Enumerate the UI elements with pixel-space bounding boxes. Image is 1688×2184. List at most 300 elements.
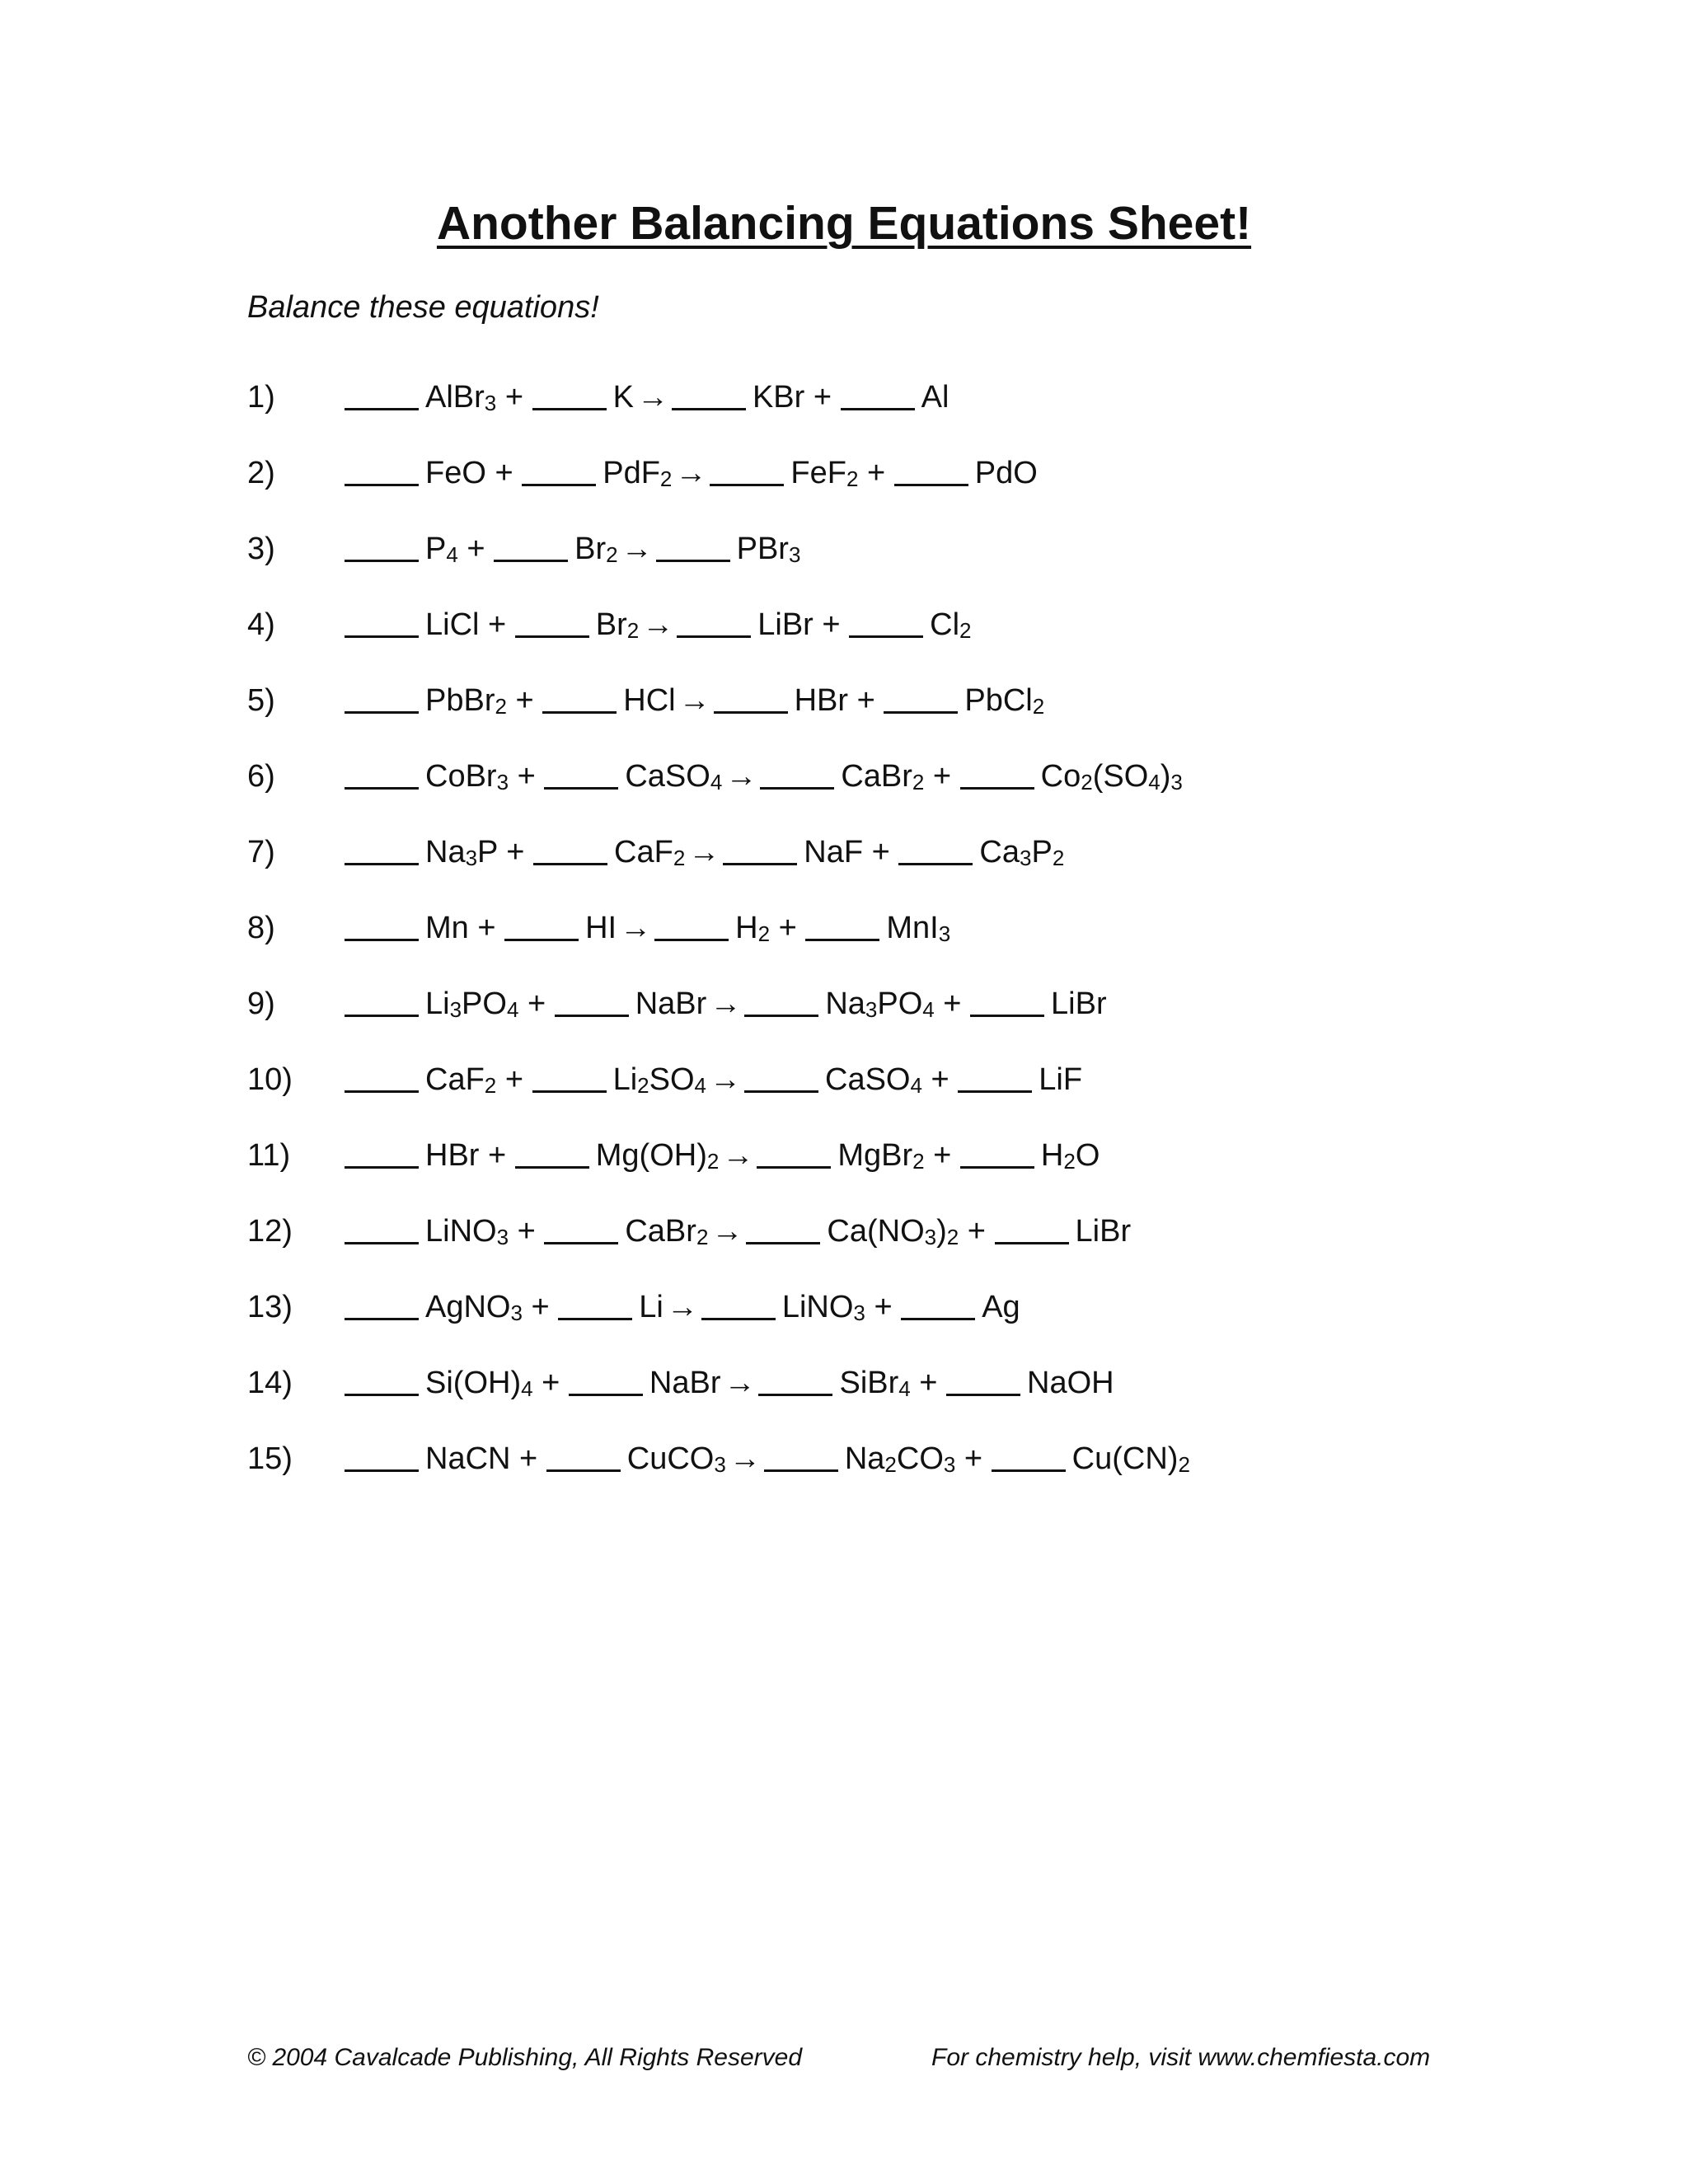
coefficient-blank[interactable]: [898, 862, 973, 865]
coefficient-blank[interactable]: [522, 483, 596, 486]
formula-text: PbBr: [425, 682, 495, 718]
page-title: Another Balancing Equations Sheet!: [436, 197, 1252, 250]
equation: [345, 1062, 1082, 1098]
formula-text: Co: [1040, 758, 1081, 794]
plus-sign: +: [959, 1213, 995, 1249]
chemical-formula: [425, 607, 479, 642]
coefficient-blank[interactable]: [746, 1241, 820, 1244]
formula-text: MgBr: [837, 1137, 913, 1173]
coefficient-blank[interactable]: [532, 407, 607, 410]
formula-text: CaBr: [841, 758, 912, 794]
subscript: 2: [706, 1148, 720, 1174]
formula-text: FeF: [790, 455, 846, 490]
subscript: 3: [465, 845, 478, 870]
coefficient-blank[interactable]: [345, 938, 419, 941]
coefficient-blank[interactable]: [960, 1165, 1034, 1169]
formula-text: ): [936, 1213, 947, 1249]
plus-sign: +: [457, 531, 495, 566]
coefficient-blank[interactable]: [764, 1469, 838, 1472]
subscript: 4: [521, 1376, 533, 1401]
coefficient-blank[interactable]: [995, 1241, 1069, 1244]
subscript: 3: [510, 1300, 523, 1325]
coefficient-blank[interactable]: [345, 1241, 419, 1244]
chemical-formula: [425, 1214, 509, 1249]
chemical-formula: [1072, 1441, 1190, 1476]
equation-row: [247, 435, 1484, 511]
equation: [345, 1290, 1020, 1325]
arrow-icon: →: [675, 455, 707, 490]
coefficient-blank[interactable]: [546, 1469, 621, 1472]
chemical-formula: [425, 987, 518, 1021]
subscript: 3: [449, 996, 462, 1022]
plus-sign: +: [479, 1137, 515, 1173]
formula-text: CaF: [614, 834, 673, 869]
formula-text: CuCO: [626, 1441, 715, 1476]
equation: [345, 532, 800, 567]
formula-text: HCl: [623, 682, 676, 718]
equation-row: [247, 511, 1484, 587]
formula-text: LiBr: [1075, 1213, 1132, 1249]
coefficient-blank[interactable]: [841, 407, 915, 410]
plus-sign: +: [863, 834, 899, 869]
equation: [345, 607, 972, 643]
chemical-formula: [585, 911, 617, 945]
subscript: 2: [912, 769, 925, 794]
coefficient-blank[interactable]: [701, 1317, 776, 1320]
coefficient-blank[interactable]: [970, 1014, 1044, 1017]
formula-text: LiNO: [425, 1213, 497, 1249]
plus-sign: +: [910, 1365, 947, 1400]
chemical-formula: [574, 532, 617, 566]
formula-text: K: [612, 379, 634, 415]
coefficient-blank[interactable]: [345, 862, 419, 865]
chemical-formula: [841, 759, 924, 794]
coefficient-blank[interactable]: [542, 710, 617, 714]
coefficient-blank[interactable]: [744, 1014, 818, 1017]
equation-row: [247, 587, 1484, 663]
subscript: 4: [910, 1072, 922, 1098]
equation-number: 5): [247, 682, 275, 718]
formula-text: H: [1040, 1137, 1064, 1173]
chemical-formula: [613, 1062, 706, 1097]
formula-text: PBr: [736, 531, 789, 566]
coefficient-blank[interactable]: [656, 559, 730, 562]
subscript: 3: [1019, 845, 1032, 870]
subscript: 4: [446, 541, 458, 567]
formula-text: PdF: [603, 455, 660, 490]
subscript: 2: [637, 1072, 649, 1098]
coefficient-blank[interactable]: [758, 1393, 832, 1396]
formula-text: Br: [595, 607, 627, 642]
coefficient-blank[interactable]: [849, 635, 923, 638]
plus-sign: +: [848, 682, 884, 718]
coefficient-blank[interactable]: [958, 1090, 1032, 1093]
formula-text: Cu(CN): [1071, 1441, 1179, 1476]
chemical-formula: [921, 380, 950, 415]
coefficient-blank[interactable]: [672, 407, 746, 410]
formula-text: Na: [825, 986, 865, 1021]
formula-text: Li: [425, 986, 450, 1021]
subscript: 2: [1081, 769, 1093, 794]
formula-text: Al: [921, 379, 950, 415]
formula-text: LiBr: [757, 607, 814, 642]
formula-text: HBr: [794, 682, 849, 718]
chemical-formula: [979, 835, 1064, 869]
copyright-notice: © 2004 Cavalcade Publishing, All Rights Reserved: [247, 2044, 803, 2071]
formula-text: P: [1031, 834, 1053, 869]
plus-sign: +: [468, 910, 505, 945]
chemical-formula: [790, 456, 858, 490]
coefficient-blank[interactable]: [555, 1014, 629, 1017]
chemical-formula: [425, 1138, 479, 1173]
formula-text: LiF: [1039, 1062, 1083, 1097]
arrow-icon: →: [722, 1137, 754, 1173]
plus-sign: +: [865, 1289, 902, 1324]
chemical-formula: [795, 683, 848, 718]
subscript: 3: [865, 996, 878, 1022]
coefficient-blank[interactable]: [884, 710, 958, 714]
chemical-formula: [603, 456, 672, 490]
equation-row: [247, 359, 1484, 435]
equation: [345, 1138, 1100, 1174]
formula-text: SO: [649, 1062, 695, 1097]
plus-sign: +: [485, 455, 523, 490]
coefficient-blank[interactable]: [677, 635, 751, 638]
chemical-formula: [827, 1214, 959, 1249]
chemical-formula: [425, 532, 458, 566]
plus-sign: +: [506, 682, 543, 718]
coefficient-blank[interactable]: [345, 786, 419, 790]
formula-text: Ca: [979, 834, 1020, 869]
help-link-text: For chemistry help, visit www.chemfiesta.com: [931, 2044, 1431, 2071]
coefficient-blank[interactable]: [992, 1469, 1066, 1472]
formula-text: PO: [462, 986, 507, 1021]
formula-text: CaSO: [625, 758, 710, 794]
chemical-formula: [1051, 987, 1107, 1021]
chemical-formula: [425, 1290, 523, 1324]
plus-sign: +: [858, 455, 894, 490]
arrow-icon: →: [725, 758, 757, 794]
subscript: 4: [922, 996, 935, 1022]
chemical-formula: [425, 683, 507, 718]
subscript: 2: [606, 541, 618, 567]
chemical-formula: [425, 1366, 533, 1400]
plus-sign: +: [804, 379, 841, 415]
arrow-icon: →: [729, 1441, 761, 1476]
formula-text: NaF: [804, 834, 864, 869]
chemical-formula: [1027, 1366, 1114, 1400]
formula-text: (SO: [1092, 758, 1149, 794]
equation-row: [247, 1118, 1484, 1193]
formula-text: Mg(OH): [595, 1137, 707, 1173]
coefficient-blank[interactable]: [345, 407, 419, 410]
subscript: 2: [1052, 845, 1065, 870]
coefficient-blank[interactable]: [345, 635, 419, 638]
formula-text: Na: [844, 1441, 885, 1476]
equation: [345, 911, 950, 946]
formula-text: PO: [877, 986, 923, 1021]
subscript: 4: [710, 769, 723, 794]
formula-text: LiCl: [425, 607, 480, 642]
coefficient-blank[interactable]: [544, 786, 618, 790]
chemical-formula: [1039, 1062, 1082, 1097]
coefficient-blank[interactable]: [569, 1393, 643, 1396]
coefficient-blank[interactable]: [345, 710, 419, 714]
subscript: 2: [946, 1224, 959, 1249]
plus-sign: +: [497, 834, 534, 869]
chemical-formula: [596, 1138, 720, 1173]
formula-text: FeO: [425, 455, 486, 490]
formula-text: HI: [585, 910, 617, 945]
chemical-formula: [613, 380, 634, 415]
subscript: 3: [924, 1224, 937, 1249]
chemical-formula: [735, 911, 770, 945]
equation-row: [247, 1042, 1484, 1118]
chemical-formula: [425, 456, 486, 490]
formula-text: CaSO: [825, 1062, 911, 1097]
chemical-formula: [623, 683, 675, 718]
formula-text: ): [1160, 758, 1171, 794]
coefficient-blank[interactable]: [532, 1090, 607, 1093]
equation-row: [247, 663, 1484, 738]
subscript: 3: [484, 390, 497, 415]
subscript: 3: [496, 769, 509, 794]
subscript: 2: [673, 845, 686, 870]
coefficient-blank[interactable]: [544, 1241, 618, 1244]
plus-sign: +: [479, 607, 515, 642]
formula-text: LiNO: [781, 1289, 854, 1324]
equation: [345, 835, 1064, 870]
formula-text: SiBr: [839, 1365, 899, 1400]
equation-number: 15): [247, 1441, 293, 1476]
chemical-formula: [737, 532, 801, 566]
equation-row: [247, 1421, 1484, 1497]
formula-text: PbCl: [964, 682, 1033, 718]
coefficient-blank[interactable]: [345, 1165, 419, 1169]
formula-text: AlBr: [425, 379, 485, 415]
equation: [345, 1214, 1131, 1249]
coefficient-blank[interactable]: [345, 1469, 419, 1472]
subscript: 3: [1170, 769, 1183, 794]
coefficient-blank[interactable]: [345, 559, 419, 562]
arrow-icon: →: [678, 682, 710, 718]
chemical-formula: [886, 911, 950, 945]
formula-text: LiBr: [1051, 986, 1107, 1021]
subscript: 3: [788, 541, 801, 567]
plus-sign: +: [532, 1365, 569, 1400]
formula-text: Ca(NO: [827, 1213, 925, 1249]
formula-text: Cl: [930, 607, 960, 642]
formula-text: CaBr: [625, 1213, 696, 1249]
equation-row: [247, 1269, 1484, 1345]
chemical-formula: [649, 1366, 721, 1400]
coefficient-blank[interactable]: [345, 483, 419, 486]
chemical-formula: [1076, 1214, 1132, 1249]
plus-sign: +: [496, 1062, 532, 1097]
plus-sign: +: [496, 379, 532, 415]
coefficient-blank[interactable]: [345, 1014, 419, 1017]
chemical-formula: [804, 835, 863, 869]
formula-text: P: [477, 834, 498, 869]
coefficient-blank[interactable]: [345, 1317, 419, 1320]
subscript: 3: [943, 1451, 956, 1477]
coefficient-blank[interactable]: [960, 786, 1034, 790]
equation: [345, 380, 949, 415]
chemical-formula: [425, 911, 469, 945]
coefficient-blank[interactable]: [515, 635, 589, 638]
equation-number: 6): [247, 758, 275, 794]
arrow-icon: →: [710, 986, 742, 1021]
plus-sign: +: [509, 758, 545, 794]
formula-text: Si(OH): [425, 1365, 522, 1400]
chemical-formula: [425, 759, 509, 794]
chemical-formula: [845, 1441, 956, 1476]
equation-number: 3): [247, 531, 275, 566]
coefficient-blank[interactable]: [901, 1317, 975, 1320]
chemical-formula: [782, 1290, 865, 1324]
formula-text: PdO: [974, 455, 1038, 490]
chemical-formula: [964, 683, 1044, 718]
subscript: 2: [912, 1148, 925, 1174]
chemical-formula: [627, 1441, 726, 1476]
formula-text: Na: [425, 834, 466, 869]
coefficient-blank[interactable]: [946, 1393, 1020, 1396]
formula-text: NaBr: [635, 986, 707, 1021]
chemical-formula: [614, 835, 685, 869]
coefficient-blank[interactable]: [533, 862, 607, 865]
arrow-icon: →: [621, 531, 653, 566]
coefficient-blank[interactable]: [714, 710, 788, 714]
chemical-formula: [1041, 1138, 1100, 1173]
arrow-icon: →: [666, 1289, 698, 1324]
equation-number: 10): [247, 1062, 293, 1097]
coefficient-blank[interactable]: [760, 786, 834, 790]
plus-sign: +: [509, 1213, 545, 1249]
chemical-formula: [975, 456, 1038, 490]
subscript: 2: [484, 1072, 497, 1098]
coefficient-blank[interactable]: [805, 938, 879, 941]
subscript: 4: [694, 1072, 706, 1098]
equation-list: [247, 359, 1484, 1497]
equation-number: 11): [247, 1137, 291, 1173]
formula-text: Mn: [425, 910, 469, 945]
subscript: 2: [1032, 693, 1045, 719]
arrow-icon: →: [724, 1365, 756, 1400]
plus-sign: +: [518, 986, 555, 1021]
arrow-icon: →: [636, 379, 668, 415]
arrow-icon: →: [688, 834, 720, 869]
subscript: 3: [938, 921, 951, 946]
formula-text: MnI: [886, 910, 939, 945]
equation: [345, 1366, 1114, 1401]
coefficient-blank[interactable]: [710, 483, 784, 486]
subscript: 2: [626, 617, 640, 643]
equation: [345, 683, 1044, 719]
formula-text: NaBr: [649, 1365, 721, 1400]
plus-sign: +: [955, 1441, 992, 1476]
plus-sign: +: [510, 1441, 546, 1476]
coefficient-blank[interactable]: [723, 862, 797, 865]
formula-text: O: [1075, 1137, 1100, 1173]
equation-number: 2): [247, 455, 275, 490]
equation-row: [247, 738, 1484, 814]
chemical-formula: [753, 380, 804, 415]
coefficient-blank[interactable]: [494, 559, 568, 562]
chemical-formula: [837, 1138, 924, 1173]
equation-row: [247, 814, 1484, 890]
equation-number: 13): [247, 1289, 293, 1324]
subscript: 2: [696, 1224, 709, 1249]
chemical-formula: [425, 835, 498, 869]
coefficient-blank[interactable]: [504, 938, 579, 941]
plus-sign: +: [924, 1137, 960, 1173]
coefficient-blank[interactable]: [558, 1317, 632, 1320]
formula-text: H: [735, 910, 758, 945]
formula-text: CO: [896, 1441, 944, 1476]
formula-text: HBr: [425, 1137, 480, 1173]
formula-text: Li: [639, 1289, 663, 1324]
subscript: 4: [898, 1376, 911, 1401]
formula-text: CaF: [425, 1062, 485, 1097]
formula-text: NaCN: [425, 1441, 511, 1476]
formula-text: AgNO: [425, 1289, 511, 1324]
coefficient-blank[interactable]: [894, 483, 968, 486]
plus-sign: +: [924, 758, 960, 794]
plus-sign: +: [813, 607, 850, 642]
coefficient-blank[interactable]: [654, 938, 729, 941]
arrow-icon: →: [642, 607, 674, 642]
coefficient-blank[interactable]: [515, 1165, 589, 1169]
chemical-formula: [825, 987, 934, 1021]
chemical-formula: [625, 759, 722, 794]
equation-number: 4): [247, 607, 275, 642]
coefficient-blank[interactable]: [744, 1090, 818, 1093]
chemical-formula: [635, 987, 707, 1021]
formula-text: KBr: [752, 379, 805, 415]
coefficient-blank[interactable]: [345, 1090, 419, 1093]
coefficient-blank[interactable]: [757, 1165, 831, 1169]
equation-row: [247, 966, 1484, 1042]
subscript: 3: [853, 1300, 865, 1325]
subscript: 4: [1148, 769, 1160, 794]
subscript: 4: [506, 996, 519, 1022]
equation: [345, 759, 1183, 794]
coefficient-blank[interactable]: [345, 1393, 419, 1396]
equation: [345, 1441, 1190, 1477]
equation-number: 1): [247, 379, 275, 415]
arrow-icon: →: [620, 910, 652, 945]
formula-text: Ag: [982, 1289, 1020, 1324]
equation-number: 8): [247, 910, 275, 945]
subscript: 2: [846, 466, 859, 491]
chemical-formula: [982, 1290, 1020, 1324]
chemical-formula: [425, 380, 496, 415]
subscript: 2: [757, 921, 771, 946]
formula-text: CoBr: [425, 758, 497, 794]
subscript: 2: [1178, 1451, 1190, 1477]
subscript: 3: [714, 1451, 726, 1477]
arrow-icon: →: [711, 1213, 743, 1249]
chemical-formula: [425, 1062, 496, 1097]
chemical-formula: [596, 607, 639, 642]
chemical-formula: [839, 1366, 910, 1400]
plus-sign: +: [522, 1289, 559, 1324]
equation-number: 14): [247, 1365, 293, 1400]
formula-text: Li: [612, 1062, 638, 1097]
plus-sign: +: [921, 1062, 959, 1097]
formula-text: Br: [574, 531, 607, 566]
equation-row: [247, 1193, 1484, 1269]
